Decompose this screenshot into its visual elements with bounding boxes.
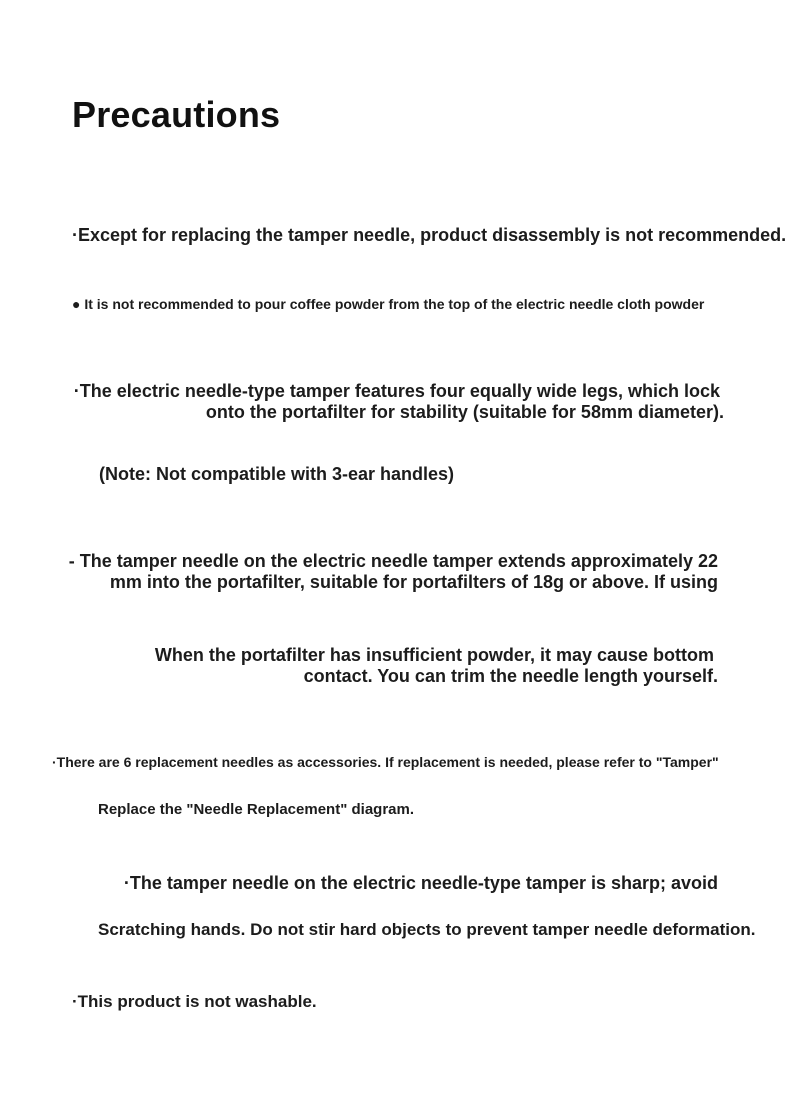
precaution-pour-powder: ● It is not recommended to pour coffee powder from the top of the electric needle cloth powder (72, 296, 705, 312)
precaution-needle-extend-line2: mm into the portafilter, suitable for portafilters of 18g or above. If using (109, 572, 718, 592)
precaution-scratching-hands: Scratching hands. Do not stir hard objects to prevent tamper needle deformation. (98, 920, 756, 939)
precaution-legs-line1: ·The electric needle-type tamper features four equally wide legs, which lock (73, 381, 720, 401)
precaution-replace-diagram: Replace the "Needle Replacement" diagram. (98, 801, 415, 818)
precaution-replacement-needles: ·There are 6 replacement needles as accessories. If replacement is needed, please refer to "Tamper" (52, 754, 719, 770)
precaution-legs-line2: onto the portafilter for stability (suitable for 58mm diameter). (205, 402, 724, 422)
precaution-sharp-needle: ·The tamper needle on the electric needle-type tamper is sharp; avoid (123, 873, 718, 893)
page-title: Precautions (72, 94, 281, 135)
precaution-insufficient-line1: When the portafilter has insufficient powder, it may cause bottom (154, 645, 714, 665)
precaution-note-handles: (Note: Not compatible with 3-ear handles) (99, 464, 455, 484)
precaution-not-washable: ·This product is not washable. (72, 992, 317, 1011)
precaution-insufficient-line2: contact. You can trim the needle length yourself. (303, 666, 718, 686)
precaution-needle-extend-line1: - The tamper needle on the electric needle tamper extends approximately 22 (68, 551, 718, 571)
precaution-disassembly: ·Except for replacing the tamper needle, product disassembly is not recommended. (72, 225, 787, 245)
